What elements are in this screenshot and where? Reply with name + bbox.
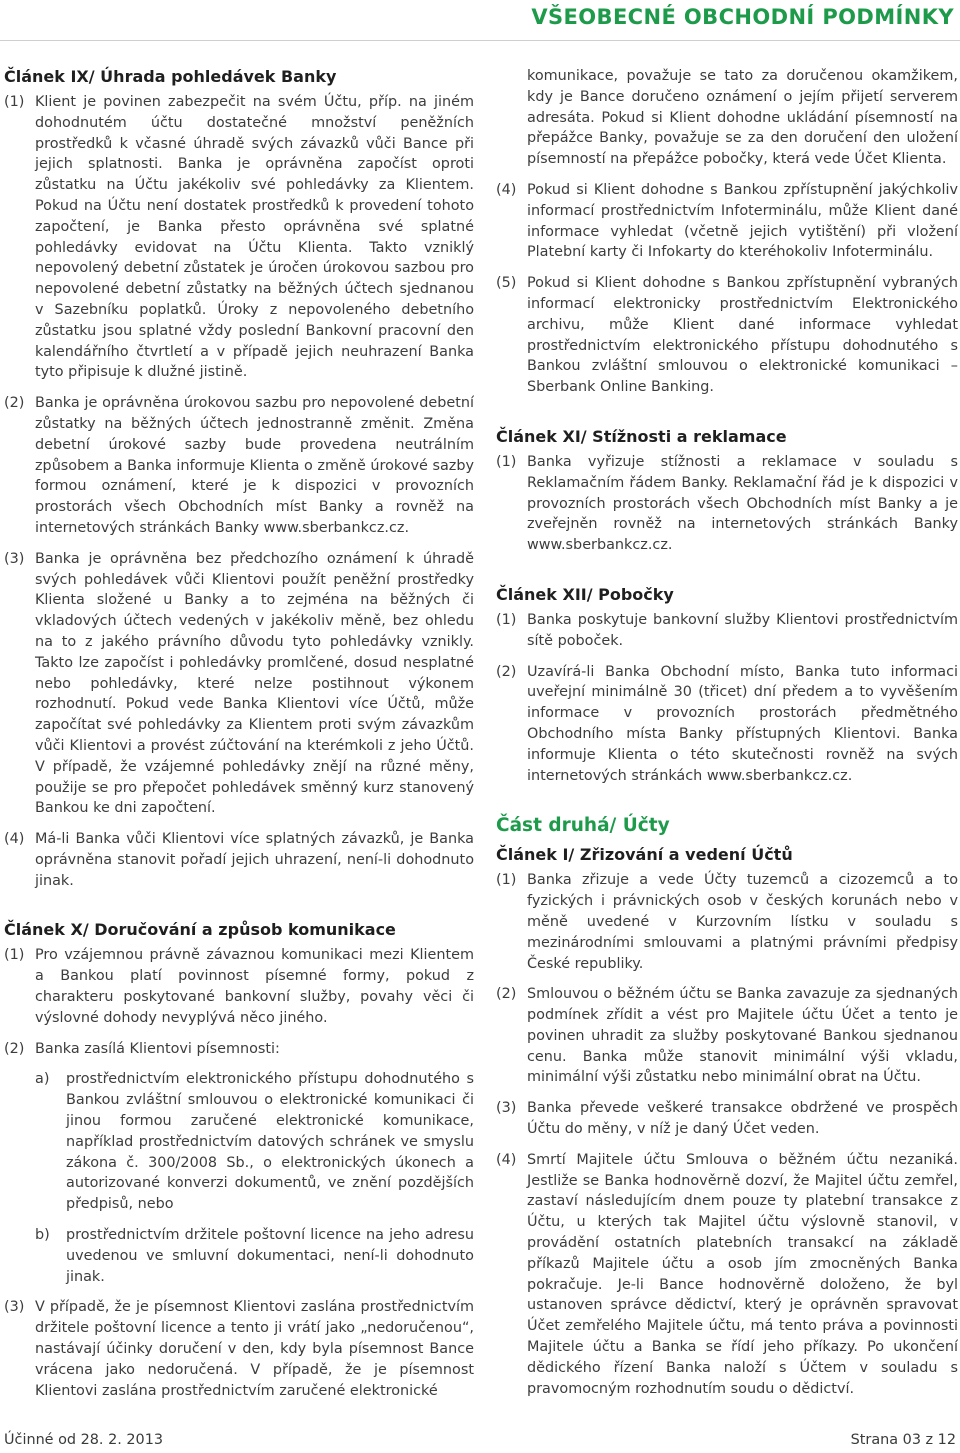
para-text: komunikace, považuje se tato za doručenou okamžikem, kdy je Bance doručeno oznámení o jejím přijetí serverem adresáta. Pokud si Klient dohodne ukládání písemností na přepážce Banky, považuje se za den doručení den uložení písemností na přepážce pobočky, která vede Účet Klienta. (527, 68, 958, 168)
para-text: Uzavírá-li Banka Obchodní místo, Banka tuto informaci uveřejní minimálně 30 (třicet) dní předem a to vyvěšením informace v provozních prostorách předmětného Obchodního místa Banky přístupných Klientovi. Banka informuje Klienta o této skutečnosti rovněž na svých internetových stránkách www.sberbankcz.cz. (527, 663, 958, 784)
sub-text: prostřednictvím držitele poštovní licence na jeho adresu uvedenou ve smluvní dokumentaci, není-li dohodnuto jinak. (66, 1227, 474, 1285)
sub-letter: a) (35, 1071, 50, 1088)
para-text: Pokud si Klient dohodne s Bankou zpřístupnění jakýchkoliv informací prostřednictvím Infoterminálu, může Klient dané informace vyhledat (včetně jejich vytištění) při vložení Platební karty či Infokarty do kteréhokoliv Infoterminálu. (527, 181, 958, 261)
document-title: VŠEOBECNÉ OBCHODNÍ PODMÍNKY (531, 5, 954, 29)
article-11-para-1 (496, 452, 958, 556)
article-12-para-2 (496, 662, 958, 787)
part-2-article-1-heading: Článek I/ Zřizování a vedení Účtů (496, 845, 793, 865)
article-12-heading: Článek XII/ Pobočky (496, 584, 674, 604)
right-column (496, 66, 958, 1426)
para-number: (3) (4, 550, 25, 567)
article-10-para-2 (4, 1039, 474, 1060)
para-number: (2) (4, 395, 25, 412)
para-text: Má-li Banka vůči Klientovi více splatných závazků, je Banka oprávněna stanovit pořadí jejich uhrazení, není-li dohodnuto jinak. (35, 831, 474, 889)
para-number: (2) (496, 986, 517, 1003)
article-10-para-5 (496, 273, 958, 398)
para-number: (1) (4, 947, 25, 964)
para-text: Banka vyřizuje stížnosti a reklamace v souladu s Reklamačním řádem Banky. Reklamační řád je k dispozici v provozních prostorách všech Obchodních míst Banky a je zveřejněn rovněž na internetových stránkách Banky www.sberbankcz.cz. (527, 453, 958, 554)
para-text: Banka je oprávněna úrokovou sazbu pro nepovolené debetní zůstatky na běžných účtech jednostranně změnit. Změna debetní úrokové sazby bude provedena neutrálním způsobem a Banka informuje Klienta o změně úrokové sazby formou oznámení, které je k dispozici v provozních prostorách všech Obchodních míst Banky a rovněž na internetových stránkách Banky www.sberbankcz.cz. (35, 395, 474, 536)
para-text: Pro vzájemnou právně závaznou komunikaci mezi Klientem a Bankou platí povinnost písemné formy, pokud z charakteru poskytované bankovní služby, povahy věci či výslovné dohody nevyplývá něco jiného. (35, 947, 474, 1026)
para-text: Banka zřizuje a vede Účty tuzemců a cizozemců a to fyzických i právnických osob v českých korunách nebo v měně uvedené v Kurzovním lístku v souladu s mezinárodními smlouvami a platnými právními předpisy České republiky. (527, 872, 958, 972)
para-number: (4) (496, 181, 517, 198)
para-text: Banka převede veškeré transakce obdržené ve prospěch Účtu do měny, v níž je daný Účet veden. (527, 1100, 958, 1138)
para-number: (2) (4, 1040, 25, 1057)
page-footer (0, 1426, 960, 1453)
para-number: (1) (496, 611, 517, 628)
para-number: (2) (496, 663, 517, 680)
para-number: (1) (496, 872, 517, 889)
para-number: (3) (496, 1100, 517, 1117)
para-number: (5) (496, 275, 517, 292)
para-text: Banka zasílá Klientovi písemnosti: (35, 1040, 280, 1057)
para-text: Smrtí Majitele účtu Smlouva o běžném účtu nezaniká. Jestliže se Banka hodnověrně dozví, že Majitel účtu zemřel, zastaví následujícím dnem pouze ty platební transakce z Účtu, u kterých tak Majitel účtu výslovně stanovil, v provádění ostatních platebních transakcí na základě příkazů Majitele účtu a osob jím zmocněných Banka pokračuje. Je-li Bance hodnověrně doloženo, že byl ustanoven správce dědictví, který je oprávněn spravovat Účet zemřelého Majitele účtu, má tento práva a povinnosti Majitele účtu a Banka se řídí jeho příkazy. Po ukončení dědického řízení Banka naloží s Účtem v souladu s pravomocným rozhodnutím soudu o dědictví. (527, 1151, 958, 1397)
effective-date: Účinné od 28. 2. 2013 (4, 1432, 164, 1448)
part-2-article-1-para-1 (496, 870, 958, 974)
page-number: Strana 03 z 12 (850, 1432, 956, 1448)
para-text: Banka poskytuje bankovní služby Klientovi prostřednictvím sítě poboček. (527, 611, 958, 649)
article-11-heading: Článek XI/ Stížnosti a reklamace (496, 426, 787, 446)
para-number: (4) (496, 1151, 517, 1168)
article-9-para-2 (4, 393, 474, 539)
article-10-para-4 (496, 180, 958, 263)
para-text: V případě, že je písemnost Klientovi zaslána prostřednictvím držitele poštovní licence a tento ji vrátí jako „nedoručenou“, nastávají účinky doručení v den, kdy byla písemnost Bance vrácena jako nedoručená. V případě, že je písemnost Klientovi zaslána prostřednictvím zaručené elektronické (35, 1299, 474, 1399)
para-text: Smlouvou o běžném účtu se Banka zavazuje za sjednaných podmínek zřídit a vést pro Majitele účtu Účet a tento je povinen uhradit za služby poskytované Bankou sjednanou cenu. Banka může stanovit minimální výši vkladu, minimální výši zůstatku nebo minimální obrat na Účtu. (527, 986, 958, 1086)
para-number: (1) (4, 94, 25, 110)
para-text: Banka je oprávněna bez předchozího oznámení k úhradě svých pohledávek vůči Klientovi použít peněžní prostředky Klienta složené u Banky a to zejména na běžných či vkladových účtech vedených v jakékoliv měně, bez ohledu na to z jakého právního důvodu tyto pohledávky vznikly. Takto lze započíst i pohledávky promlčené, dosud nesplatné nebo pohledávky, které nelze postihnout výkonem rozhodnutí. Pokud vede Banka Klientovi více Účtů, může započítat své pohledávky za Klientem proti svým závazkům vůči Klientovi a provést zúčtování na kterémkoli z jeho Účtů. V případě, že vzájemné pohledávky znějí na různé měny, použije se pro přepočet pohledávek směnný kurz stanovený Bankou ke dni započtení. (35, 550, 474, 817)
para-number: (1) (496, 453, 517, 470)
article-9-para-1 (4, 92, 474, 383)
para-text: Klient je povinen zabezpečit na svém Účtu, příp. na jiném dohodnutém účtu dostatečné množství peněžních prostředků k včasné úhradě svých závazků vůči Bance při jejich splatnosti. Banka je oprávněna započíst oproti zůstatku na Účtu jakékoliv své pohledávky za Klientem. Pokud na Účtu není dostatek prostředků k provedení tohoto započtení, je Banka přesto oprávněna své splatné pohledávky evidovat na Účtu Klienta. Takto vzniklý nepovolený debetní zůstatek je úročen úrokovou sazbou pro nepovolené debetní zůstatky na běžných účtech sjednanou v Sazebníku poplatků. Úroky z nepovoleného debetního zůstatku jsou splatné vždy poslední Bankovní pracovní den kalendářního čtvrtletí a v případě jejich neuhrazení Banka tyto připisuje k dlužné jistině. (35, 94, 474, 381)
article-9-heading: Článek IX/ Úhrada pohledávek Banky (4, 67, 337, 86)
article-9-para-3 (4, 549, 474, 819)
article-10-heading: Článek X/ Doručování a způsob komunikace (4, 920, 396, 940)
part-2-heading: Část druhá/ Účty (496, 815, 670, 837)
article-10-sub-a (35, 1069, 474, 1215)
part-2-article-1-para-3 (496, 1098, 958, 1140)
page-header (0, 0, 960, 41)
article-10-sub-b (35, 1225, 474, 1287)
article-10-para-1 (4, 945, 474, 1028)
para-number: (4) (4, 831, 25, 848)
part-2-article-1-para-4 (496, 1150, 958, 1400)
left-column (4, 66, 474, 1426)
part-2-article-1-para-2 (496, 984, 958, 1088)
article-9-para-4 (4, 829, 474, 891)
sub-text: prostřednictvím elektronického přístupu dohodnutého s Bankou zvláštní smlouvou o elektronické komunikaci či jinou formou zaručené elektronické komunikace, například prostřednictvím datových schránek ve smyslu zákona č. 300/2008 Sb., o elektronických úkonech a autorizované konverzi dokumentů, ve znění pozdějších předpisů, nebo (66, 1071, 474, 1213)
article-12-para-1 (496, 610, 958, 652)
sub-letter: b) (35, 1227, 50, 1244)
para-text: Pokud si Klient dohodne s Bankou zpřístupnění vybraných informací elektronicky prostřednictvím Elektronického archivu, může Klient dané informace vyhledat prostřednictvím elektronického přístupu dohodnutého s Bankou zvláštní smlouvou o elektronické komunikaci – Sberbank Online Banking. (527, 275, 958, 396)
article-10-para-3 (4, 1297, 474, 1401)
article-10-para-3-continued (496, 66, 958, 170)
para-number: (3) (4, 1299, 25, 1316)
